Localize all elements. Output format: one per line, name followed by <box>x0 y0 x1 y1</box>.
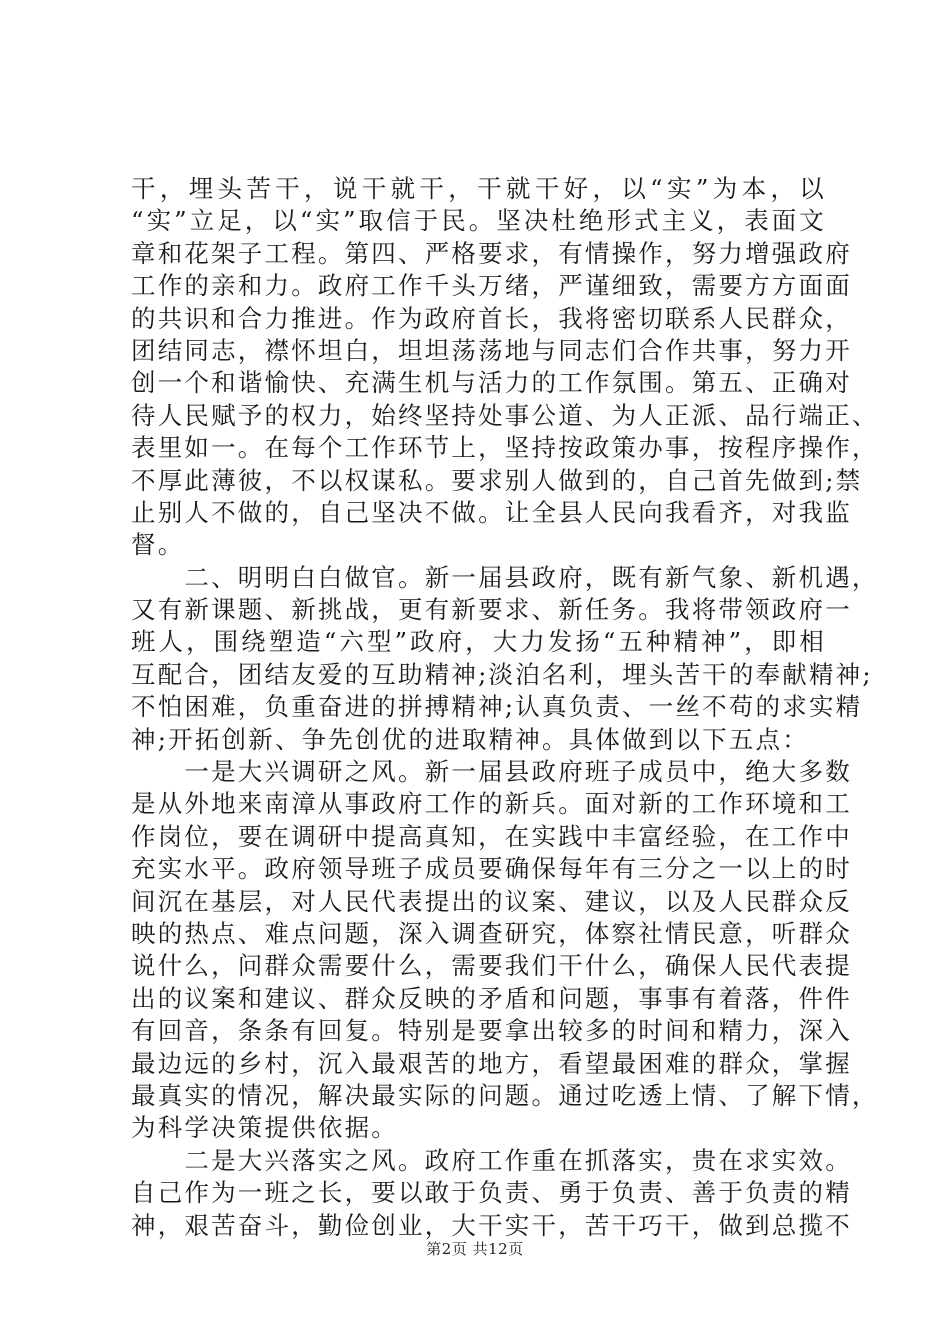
text-line: 出的议案和建议、群众反映的矛盾和问题，事事有着落，件件 <box>131 983 852 1013</box>
text-line: 不怕困难，负重奋进的拼搏精神;认真负责、一丝不苟的求实精 <box>131 692 863 722</box>
text-line: 一是大兴调研之风。新一届县政府班子成员中，绝大多数 <box>131 757 852 787</box>
text-line: 间沉在基层，对人民代表提出的议案、建议，以及人民群众反 <box>131 886 852 916</box>
text-line: 章和花架子工程。第四、严格要求，有情操作，努力增强政府 <box>131 238 852 268</box>
text-line: 互配合，团结友爱的互助精神;淡泊名利，埋头苦干的奉献精神; <box>131 659 873 689</box>
text-line: 不厚此薄彼，不以权谋私。要求别人做到的，自己首先做到;禁 <box>131 465 863 495</box>
text-line: 班人，围绕塑造“六型”政府，大力发扬“五种精神”，即相 <box>131 627 826 657</box>
text-line: 止别人不做的，自己坚决不做。让全县人民向我看齐，对我监 <box>131 497 852 527</box>
text-line: 作岗位，要在调研中提高真知，在实践中丰富经验，在工作中 <box>131 821 852 851</box>
page-number-footer: 第2页 共12页 <box>426 1240 524 1258</box>
text-line: 最真实的情况，解决最实际的问题。通过吃透上情、了解下情， <box>131 1080 879 1110</box>
text-line: 督。 <box>131 530 185 560</box>
text-line: 干，埋头苦干，说干就干，干就干好，以“实”为本，以 <box>131 174 826 203</box>
text-line: 团结同志，襟怀坦白，坦坦荡荡地与同志们合作共事，努力开 <box>131 335 852 365</box>
text-line: 最边远的乡村，沉入最艰苦的地方，看望最困难的群众，掌握 <box>131 1048 852 1078</box>
text-line: 充实水平。政府领导班子成员要确保每年有三分之一以上的时 <box>131 854 852 884</box>
text-line: 待人民赋予的权力，始终坚持处事公道、为人正派、品行端正、 <box>131 400 879 430</box>
text-line: 说什么，问群众需要什么，需要我们干什么，确保人民代表提 <box>131 951 852 981</box>
text-line: 工作的亲和力。政府工作千头万绪，严谨细致，需要方方面面 <box>131 271 852 301</box>
text-line: 又有新课题、新挑战，更有新要求、新任务。我将带领政府一 <box>131 595 852 625</box>
text-line: 二是大兴落实之风。政府工作重在抓落实，贵在求实效。 <box>131 1145 852 1175</box>
text-line: 是从外地来南漳从事政府工作的新兵。面对新的工作环境和工 <box>131 789 852 819</box>
body-text <box>131 173 879 1242</box>
text-line: 自己作为一班之长，要以敢于负责、勇于负责、善于负责的精 <box>131 1178 852 1208</box>
text-line: 的共识和合力推进。作为政府首长，我将密切联系人民群众， <box>131 303 852 333</box>
text-line: 有回音，条条有回复。特别是要拿出较多的时间和精力，深入 <box>131 1016 852 1046</box>
text-line: 创一个和谐愉快、充满生机与活力的工作氛围。第五、正确对 <box>131 368 852 398</box>
text-line: 为科学决策提供依据。 <box>131 1113 398 1143</box>
text-line: 神，艰苦奋斗，勤俭创业，大干实干，苦干巧干，做到总揽不 <box>131 1210 852 1240</box>
text-line: 映的热点、难点问题，深入调查研究，体察社情民意，听群众 <box>131 918 852 948</box>
text-line: “实”立足，以“实”取信于民。坚决杜绝形式主义，表面文 <box>131 206 826 236</box>
text-line: 神;开拓创新、争先创优的进取精神。具体做到以下五点： <box>131 724 809 754</box>
text-line: 表里如一。在每个工作环节上，坚持按政策办事，按程序操作， <box>131 433 879 463</box>
text-line: 二、明明白白做官。新一届县政府，既有新气象、新机遇， <box>131 562 879 592</box>
